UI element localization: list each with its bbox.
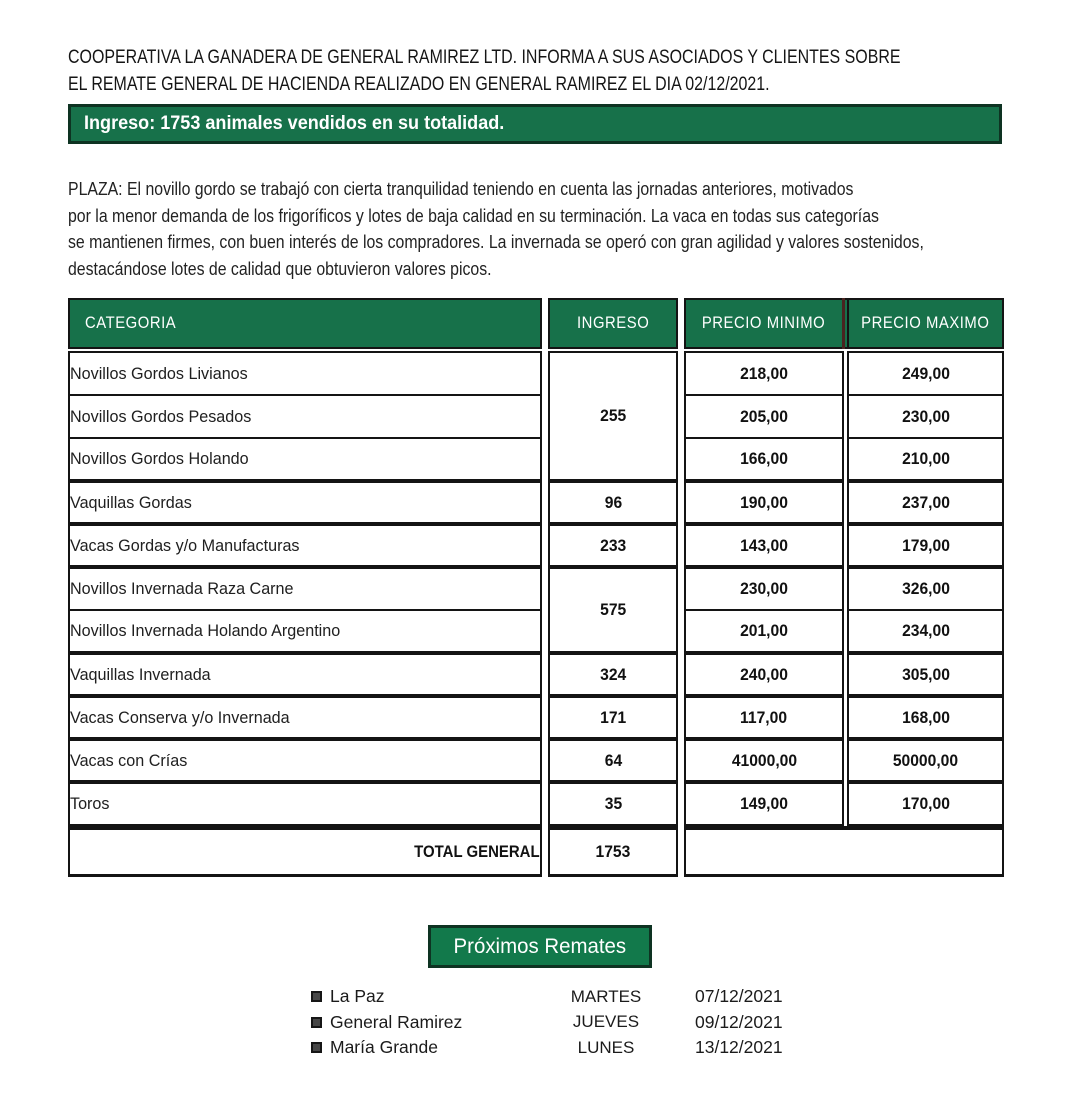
bullet-square-icon <box>311 991 322 1002</box>
auction-list-item <box>311 984 783 1010</box>
table-row <box>69 438 1003 481</box>
precio-maximo-value: 305,00 <box>901 664 950 684</box>
column-gap <box>677 782 685 825</box>
column-gap <box>541 524 549 567</box>
precio-maximo-cell <box>848 352 1003 395</box>
column-header-text: PRECIO MINIMO <box>702 314 826 332</box>
categoria-text: Toros <box>70 794 110 813</box>
bullet-square-icon <box>311 1042 322 1053</box>
auction-day: MARTES <box>570 986 642 1006</box>
column-header-precio-minimo <box>685 299 843 348</box>
precio-minimo-value: 166,00 <box>740 449 788 468</box>
precio-minimo-cell <box>685 438 843 481</box>
total-label-cell <box>69 828 541 875</box>
auction-place: María Grande <box>330 1037 438 1058</box>
precio-minimo-cell <box>685 739 843 782</box>
plaza-line <box>68 229 1041 256</box>
categoria-cell <box>69 567 541 610</box>
auction-day: LUNES <box>577 1037 635 1057</box>
proximos-remates-label: Próximos Remates <box>453 934 627 958</box>
auction-list-item <box>311 1010 783 1036</box>
column-gap <box>677 481 685 524</box>
categoria-cell <box>69 653 541 696</box>
column-gap <box>541 438 549 481</box>
ingreso-banner-text: Ingreso: 1753 animales vendidos en su totalidad. <box>84 113 505 134</box>
categoria-text: Novillos Gordos Livianos <box>70 363 248 383</box>
column-gap <box>677 610 685 653</box>
auction-date: 13/12/2021 <box>695 1037 783 1058</box>
categoria-text: Novillos Gordos Holando <box>70 449 249 468</box>
table-row <box>69 653 1003 696</box>
total-row <box>69 828 1003 875</box>
column-header-categoria <box>69 299 541 348</box>
ingreso-value: 171 <box>599 707 627 727</box>
precio-minimo-cell <box>685 653 843 696</box>
categoria-cell <box>69 610 541 653</box>
auction-place: La Paz <box>330 986 385 1007</box>
column-gap <box>677 524 685 567</box>
categoria-cell <box>69 438 541 481</box>
precio-minimo-cell <box>685 352 843 395</box>
column-gap <box>677 567 685 610</box>
categoria-text: Vacas con Crías <box>70 750 188 770</box>
precio-minimo-cell <box>685 481 843 524</box>
precio-minimo-value: 218,00 <box>740 363 788 383</box>
remate-table <box>68 298 1004 877</box>
auction-date: 09/12/2021 <box>695 1011 783 1032</box>
precio-minimo-cell <box>685 395 843 438</box>
categoria-text: Vacas Conserva y/o Invernada <box>70 707 290 727</box>
ingreso-cell <box>549 696 677 739</box>
precio-maximo-value: 168,00 <box>901 707 950 727</box>
precio-minimo-cell <box>685 567 843 610</box>
column-gap <box>677 299 685 348</box>
precio-maximo-value: 249,00 <box>901 363 950 383</box>
table-header-row <box>69 299 1003 348</box>
column-gap <box>677 828 685 875</box>
total-ingreso-cell <box>549 828 677 875</box>
ingreso-cell <box>549 352 677 481</box>
precio-maximo-value: 237,00 <box>901 492 950 512</box>
auction-date: 07/12/2021 <box>695 986 783 1007</box>
column-gap <box>677 438 685 481</box>
precio-maximo-value: 326,00 <box>901 579 950 598</box>
ingreso-cell <box>549 567 677 653</box>
categoria-cell <box>69 524 541 567</box>
precio-maximo-value: 179,00 <box>901 535 950 555</box>
column-gap <box>541 481 549 524</box>
column-gap <box>541 696 549 739</box>
auction-day: JUEVES <box>572 1012 640 1032</box>
plaza-line-text: por la menor demanda de los frigoríficos y lotes de baja calidad en su terminación. La vaca en todas sus categorías <box>68 205 879 226</box>
ingreso-value: 324 <box>599 664 627 684</box>
column-header-ingreso <box>549 299 677 348</box>
ingreso-cell <box>549 782 677 825</box>
plaza-line <box>68 203 1041 230</box>
title-line-1-text: COOPERATIVA LA GANADERA DE GENERAL RAMIREZ LTD. INFORMA A SUS ASOCIADOS Y CLIENTES SOBRE <box>68 47 901 68</box>
column-gap <box>541 567 549 610</box>
precio-minimo-cell <box>685 696 843 739</box>
proximos-remates-button <box>428 925 652 968</box>
precio-maximo-value: 234,00 <box>901 621 950 640</box>
ingreso-value: 64 <box>604 750 622 770</box>
precio-minimo-cell <box>685 610 843 653</box>
table-row <box>69 739 1003 782</box>
total-green-bar <box>685 828 1003 875</box>
document-title <box>68 44 1059 98</box>
precio-maximo-cell <box>848 481 1003 524</box>
column-gap <box>541 739 549 782</box>
table-row <box>69 481 1003 524</box>
plaza-line-text: se mantienen firmes, con buen interés de los compradores. La invernada se operó con gran agilidad y valores sostenidos, <box>68 232 924 252</box>
categoria-cell <box>69 696 541 739</box>
precio-minimo-value: 143,00 <box>740 535 788 555</box>
precio-maximo-value: 50000,00 <box>892 750 959 770</box>
categoria-text: Novillos Gordos Pesados <box>70 406 252 426</box>
column-gap <box>541 395 549 438</box>
column-header-text: CATEGORIA <box>85 314 177 332</box>
ingreso-cell <box>549 481 677 524</box>
total-ingreso-value: 1753 <box>595 841 631 861</box>
precio-maximo-cell <box>848 653 1003 696</box>
precio-maximo-cell <box>848 438 1003 481</box>
precio-minimo-value: 190,00 <box>740 492 788 512</box>
precio-maximo-value: 230,00 <box>901 406 950 426</box>
precio-minimo-value: 240,00 <box>740 664 788 684</box>
ingreso-cell <box>549 653 677 696</box>
auction-place: General Ramirez <box>330 1011 463 1032</box>
table-row <box>69 782 1003 825</box>
column-header-precio-maximo <box>848 299 1003 348</box>
table-row <box>69 610 1003 653</box>
column-gap <box>541 299 549 348</box>
precio-minimo-value: 201,00 <box>740 621 788 640</box>
categoria-text: Novillos Invernada Raza Carne <box>70 579 294 598</box>
precio-maximo-cell <box>848 782 1003 825</box>
column-header-text: INGRESO <box>576 314 650 332</box>
table-row <box>69 567 1003 610</box>
title-line-2 <box>68 71 1059 98</box>
column-gap <box>541 653 549 696</box>
column-gap <box>677 395 685 438</box>
precio-maximo-cell <box>848 524 1003 567</box>
upcoming-auctions-list <box>311 984 783 1061</box>
column-gap <box>541 610 549 653</box>
ingreso-value: 233 <box>599 535 627 555</box>
categoria-cell <box>69 481 541 524</box>
categoria-text: Novillos Invernada Holando Argentino <box>70 621 341 640</box>
plaza-line-text: PLAZA: El novillo gordo se trabajó con cierta tranquilidad teniendo en cuenta las jornadas anteriores, motivados <box>68 179 854 199</box>
ingreso-value: 35 <box>604 794 622 813</box>
column-gap <box>541 782 549 825</box>
column-gap <box>541 352 549 395</box>
column-header-text: PRECIO MAXIMO <box>861 314 990 332</box>
column-gap <box>541 828 549 875</box>
ingreso-banner <box>68 104 1002 144</box>
categoria-text: Vaquillas Gordas <box>70 492 192 512</box>
categoria-text: Vaquillas Invernada <box>70 664 211 684</box>
ingreso-cell <box>549 524 677 567</box>
title-line-1 <box>68 44 1059 71</box>
precio-minimo-cell <box>685 524 843 567</box>
column-gap <box>677 653 685 696</box>
precio-maximo-value: 170,00 <box>901 794 950 813</box>
categoria-cell <box>69 395 541 438</box>
precio-minimo-cell <box>685 782 843 825</box>
precio-maximo-cell <box>848 610 1003 653</box>
precio-minimo-value: 117,00 <box>740 707 788 727</box>
categoria-cell <box>69 782 541 825</box>
precio-maximo-value: 210,00 <box>901 449 950 468</box>
plaza-line <box>68 176 1041 203</box>
plaza-line <box>68 256 1041 283</box>
precio-minimo-value: 205,00 <box>740 406 788 426</box>
precio-minimo-value: 230,00 <box>740 579 788 598</box>
categoria-cell <box>69 739 541 782</box>
column-gap <box>677 352 685 395</box>
column-gap <box>677 739 685 782</box>
precio-maximo-cell <box>848 395 1003 438</box>
table-row <box>69 395 1003 438</box>
table-row <box>69 524 1003 567</box>
column-gap <box>677 696 685 739</box>
precio-maximo-cell <box>848 739 1003 782</box>
precio-maximo-cell <box>848 567 1003 610</box>
ingreso-value: 96 <box>604 492 622 512</box>
ingreso-value: 575 <box>599 600 627 619</box>
precio-minimo-value: 149,00 <box>740 794 788 813</box>
total-label-text: TOTAL GENERAL <box>414 841 540 861</box>
ingreso-cell <box>549 739 677 782</box>
ingreso-value: 255 <box>599 406 627 425</box>
table-row <box>69 352 1003 395</box>
categoria-cell <box>69 352 541 395</box>
bullet-square-icon <box>311 1017 322 1028</box>
precio-maximo-cell <box>848 696 1003 739</box>
precio-minimo-value: 41000,00 <box>731 750 797 770</box>
plaza-paragraph <box>68 176 1041 282</box>
table-row <box>69 696 1003 739</box>
auction-list-item <box>311 1035 783 1061</box>
categoria-text: Vacas Gordas y/o Manufacturas <box>70 535 300 555</box>
title-line-2-text: EL REMATE GENERAL DE HACIENDA REALIZADO EN GENERAL RAMIREZ EL DIA 02/12/2021. <box>68 74 770 95</box>
plaza-line-text: destacándose lotes de calidad que obtuvieron valores picos. <box>68 258 492 279</box>
